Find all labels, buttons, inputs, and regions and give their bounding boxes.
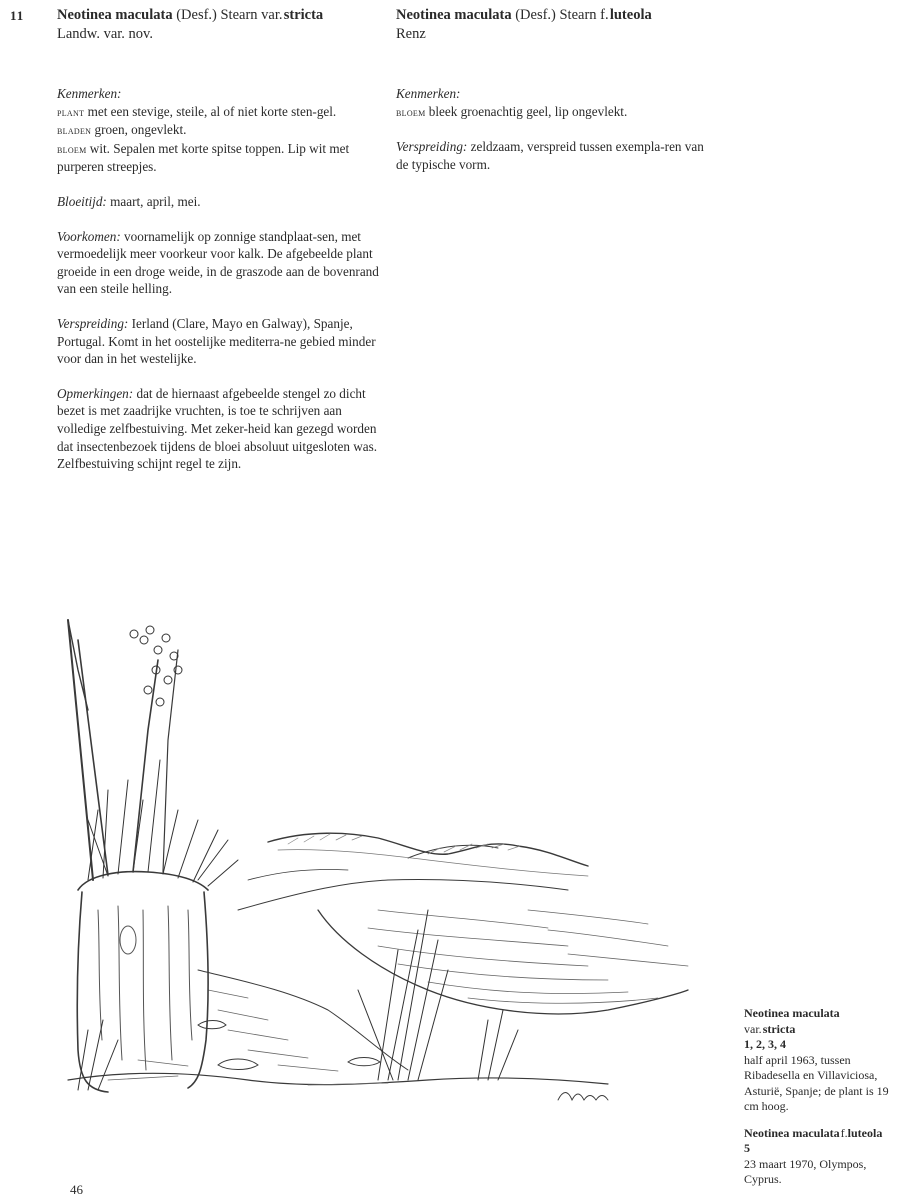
left-heading-line2: Landw. var. nov. <box>57 26 153 42</box>
caption-first <box>744 1006 900 1115</box>
left-kenmerken-plant: plant met een stevige, steile, al of niet korte sten-gel. <box>57 103 337 119</box>
right-kenmerken <box>396 85 711 121</box>
left-column <box>57 6 387 490</box>
left-opmerkingen: Opmerkingen: dat de hiernaast afgebeelde stengel zo dicht bezet is met zaadrijke vruchten, is toe te schrijven aan volledige zelfbestuiving. Met zeker-heid kan gezegd worden dat insectenbezoek tijdens de bloei absoluut uitgesloten was. Zelfbestuiving schijnt regel te zijn. <box>57 385 378 472</box>
right-species-rank: luteola <box>609 7 652 23</box>
caption-first-title: Neotinea maculata <box>744 1006 840 1020</box>
left-species-rank: stricta <box>283 7 324 23</box>
left-kenmerken-label: Kenmerken: <box>57 86 122 101</box>
right-column <box>396 6 711 190</box>
caption-first-text: half april 1963, tussen Ribadesella en Villaviciosa, Asturië, Spanje; de plant is 19 cm hoog. <box>744 1052 889 1113</box>
right-verspreiding: Verspreiding: zeldzaam, verspreid tussen exempla-ren van de typische vorm. <box>396 139 704 172</box>
right-heading <box>396 6 711 44</box>
caption-second <box>744 1126 900 1188</box>
left-kenmerken-bladen: bladen groen, ongevlekt. <box>57 122 187 138</box>
page-number-top: 11 <box>10 8 25 23</box>
right-species-author: (Desf.) Stearn f. <box>511 7 609 23</box>
left-species-author: (Desf.) Stearn var. <box>172 7 283 23</box>
figure-captions <box>744 1006 900 1199</box>
left-kenmerken <box>57 85 387 176</box>
right-species-name: Neotinea maculata <box>396 7 512 23</box>
left-verspreiding: Verspreiding: Ierland (Clare, Mayo en Galway), Spanje, Portugal. Komt in het oostelijke mediterra-ne gebied minder voor dan in het westelijke. <box>57 315 376 367</box>
right-kenmerken-bloem: bloem bleek groenachtig geel, lip ongevlekt. <box>396 103 628 119</box>
left-species-name: Neotinea maculata <box>57 7 173 23</box>
right-kenmerken-label: Kenmerken: <box>396 86 461 101</box>
landscape-sketch-icon <box>48 610 698 1110</box>
left-bloeitijd: Bloeitijd: maart, april, mei. <box>57 193 201 209</box>
page-number-bottom: 46 <box>70 1182 83 1197</box>
caption-first-variety: var. stricta <box>744 1021 796 1036</box>
left-heading <box>57 6 387 44</box>
left-voorkomen: Voorkomen: voornamelijk op zonnige standplaat-sen, met vermoedelijk meer voorkeur voor kalk. De afgebeelde plant groeide in een droge weide, in de graszode aan de bovenrand van een steile helling. <box>57 228 379 297</box>
left-kenmerken-bloem: bloem wit. Sepalen met korte spitse toppen. Lip wit met purperen streepjes. <box>57 140 350 175</box>
caption-second-title: Neotinea maculata f.luteola <box>744 1125 883 1140</box>
caption-first-numbers: 1, 2, 3, 4 <box>744 1037 786 1051</box>
right-heading-line2: Renz <box>396 26 426 42</box>
caption-second-number: 5 <box>744 1141 750 1155</box>
caption-second-text: 23 maart 1970, Olympos, Cyprus. <box>744 1156 867 1186</box>
